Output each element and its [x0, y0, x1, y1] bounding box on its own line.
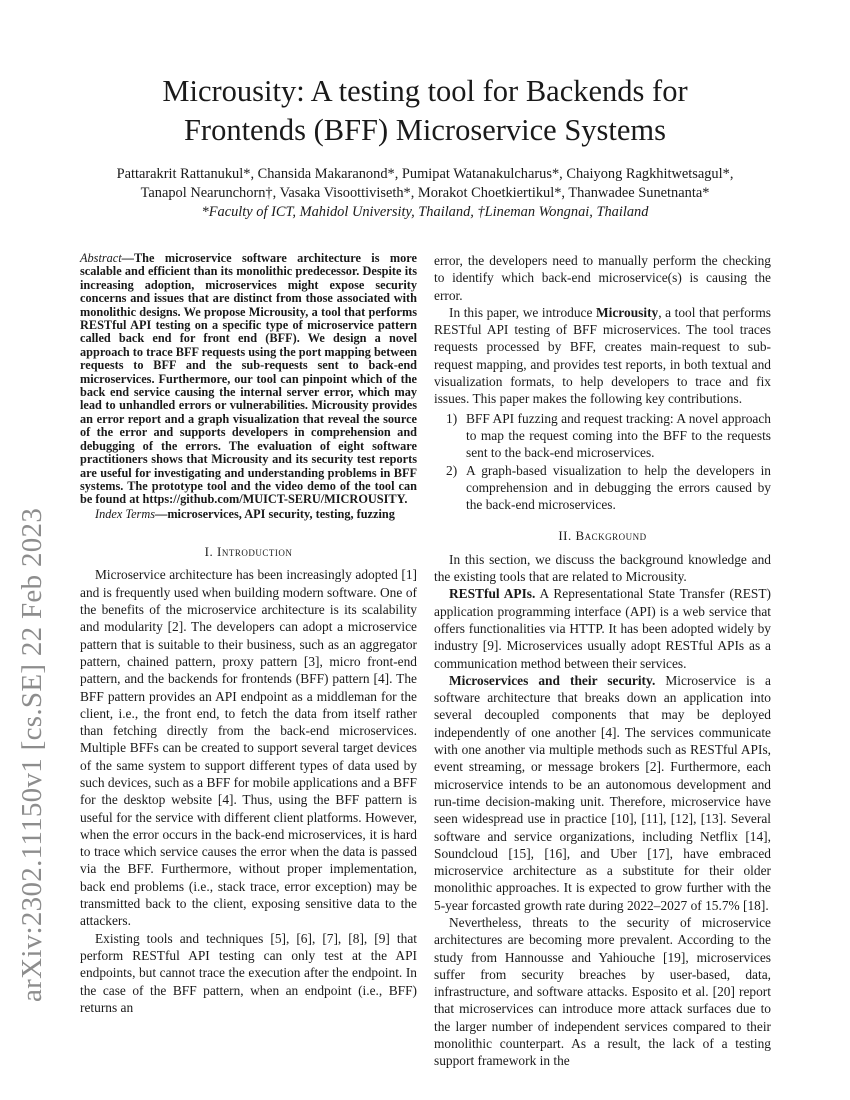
right-p2-pre: In this paper, we introduce: [449, 304, 596, 320]
contribution-item: [434, 462, 771, 514]
contribution-number: 2): [446, 462, 458, 478]
contribution-text: A graph-based visualization to help the developers in comprehension and in debugging the errors caused by the back-end microservices.: [466, 462, 771, 513]
contribution-item: [434, 410, 771, 462]
title-line-1: Microusity: A testing tool for Backends for: [162, 74, 688, 108]
contribution-list: [434, 410, 771, 514]
intro-paragraph-1: Microservice architecture has been increasingly adopted [1] and is frequently used when building modern software. One of the benefits of the microservice architecture is its scalability and modularity [2]. The developers can adopt a microservice pattern that is suitable to their business, such as an aggregator pattern, chained pattern, proxy pattern [3], micro front-end pattern, and the backends for frontends (BFF) pattern [4]. The BFF pattern provides an API endpoint as a middleman for the client, i.e., the front end, to fetch the data from itself rather than fetching directly from the back-end microservices. Multiple BFFs can be created to support several target devices of the same system to support different types of data used by such devices, such as a BFF for mobile applications and a BFF for the desktop website [4]. Thus, using the BFF pattern is useful for the service with different client platforms. However, when the error occurs in the back-end microservices, it is hard to trace which service causes the error when the data is passed via the BFF. Furthermore, without proper implementation, back end problems (i.e., stack trace, error exception) may be transmitted back to the client, exposing sensitive data to the attackers.: [80, 567, 417, 929]
background-paragraph-4: Nevertheless, threats to the security of microservice architectures are becoming more prevalent. According to the study from Hannousse and Yahiouche [19], microservices suffer from security breaches by user-based, data, infrastructure, and software attacks. Esposito et al. [20] report that microservices can introduce more attack surfaces due to the larger number of independent services compared to their monolithic counterpart. As a result, the lack of a testing support framework in the: [434, 914, 771, 1069]
restful-apis-text: A Representational State Transfer (REST) application programming interface (API) is a web service that offers functionalities via HTTP. It has been adopted widely by industry [9]. Microservices usually adopt RESTful APIs as a communication method between their services.: [434, 586, 771, 671]
abstract-text: —The microservice software architecture is more scalable and efficient than its monolithic predecessor. Despite its increasing adoption, microservices might expose security concerns and issues that are distinct from those associated with monolithic designs. We propose Microusity, a tool that performs RESTful API testing on a specific type of microservice pattern called back end for front end (BFF). We design a novel approach to trace BFF requests using the port mapping between requests to BFF and the sub-requests sent to back-end microservices. Furthermore, our tool can pinpoint which of the back end service causing the internal server error, which may lead to unhandled errors or vulnerabilities. Microusity provides an error report and a graph visualization that reveal the source of the error and supports developers in comprehension and debugging of the errors. The evaluation of eight software practitioners shows that Microusity and its security test reports are useful for investigating and understanding problems in BFF systems. The prototype tool and the video demo of the tool can be found at https://github.com/MUICT-SERU/MICROUSITY.: [80, 251, 417, 507]
authors-line-1: Pattarakrit Rattanukul*, Chansida Makaranond*, Pumipat Watanakulcharus*, Chaiyong Ragkhitwetsagul*,: [116, 166, 734, 182]
author-block: [60, 165, 790, 222]
tool-name: Microusity: [596, 304, 659, 320]
intro-paragraph-2: Existing tools and techniques [5], [6], [7], [8], [9] that perform RESTful API testing can only test at the API endpoints, but cannot trace the execution after the endpoint. In the case of the BFF pattern, when an endpoint (i.e., BFF) returns an: [80, 930, 417, 1015]
microservices-security-heading: Microservices and their security.: [449, 672, 656, 688]
right-column: [434, 252, 771, 1070]
section-1-heading: I. Introduction: [204, 544, 293, 560]
section-2-heading: II. Background: [558, 528, 647, 544]
arxiv-side-stamp: arXiv:2302.11150v1 [cs.SE] 22 Feb 2023: [16, 507, 48, 1002]
title-line-2: Frontends (BFF) Microservice Systems: [183, 113, 667, 147]
affiliation: *Faculty of ICT, Mahidol University, Thailand, †Lineman Wongnai, Thailand: [201, 204, 649, 220]
abstract-label: Abstract: [80, 251, 122, 265]
contribution-number: 1): [446, 410, 458, 426]
left-column: [80, 252, 417, 1016]
index-terms: [80, 508, 417, 521]
right-paragraph-2: [434, 304, 771, 408]
background-paragraph-2: [434, 585, 771, 671]
authors-line-2: Tanapol Nearunchorn†, Vasaka Visoottiviseth*, Morakot Choetkiertikul*, Thanwadee Sunetnanta*: [140, 185, 710, 201]
background-paragraph-3: [434, 672, 771, 914]
abstract: [80, 252, 417, 507]
contribution-text: BFF API fuzzing and request tracking: A novel approach to map the request coming into the BFF to the requests sent to the back-end microservices.: [466, 410, 771, 461]
paper-title: [60, 72, 790, 150]
index-terms-label: Index Terms: [95, 506, 156, 521]
right-p2-post: , a tool that performs RESTful API testing of BFF microservices. The tool traces requests processed by BFF, creates main-request to sub-request mapping, and provides test reports, in both textual and visualization formats, to help developers to trace and fix issues. This paper makes the following key contributions.: [434, 304, 771, 407]
microservices-security-text: Microservice is a software architecture that breaks down an application into several decoupled components that may be deployed independently of one another [4]. The services communicate with one another via multiple methods such as RESTful APIs, event streaming, or message brokers [2]. Furthermore, each microservice intends to be an autonomous development and run-time decision-making unit. Therefore, microservice have seen widespread use in practice [10], [11], [12], [13]. Several software and service organizations, including Netflix [14], Soundcloud [15], [16], and Uber [17], have embraced microservice architecture as a substitute for their older monolithic approaches. It is expected to grow further with the 5-year forcasted growth rate during 2022–2027 of 15.7% [18].: [434, 672, 771, 913]
index-terms-text: —microservices, API security, testing, fuzzing: [155, 506, 395, 521]
right-paragraph-1: error, the developers need to manually perform the checking to identify which back-end microservice(s) is causing the error.: [434, 253, 771, 303]
background-paragraph-1: In this section, we discuss the background knowledge and the existing tools that are related to Microusity.: [434, 551, 771, 585]
restful-apis-heading: RESTful APIs.: [449, 586, 536, 602]
